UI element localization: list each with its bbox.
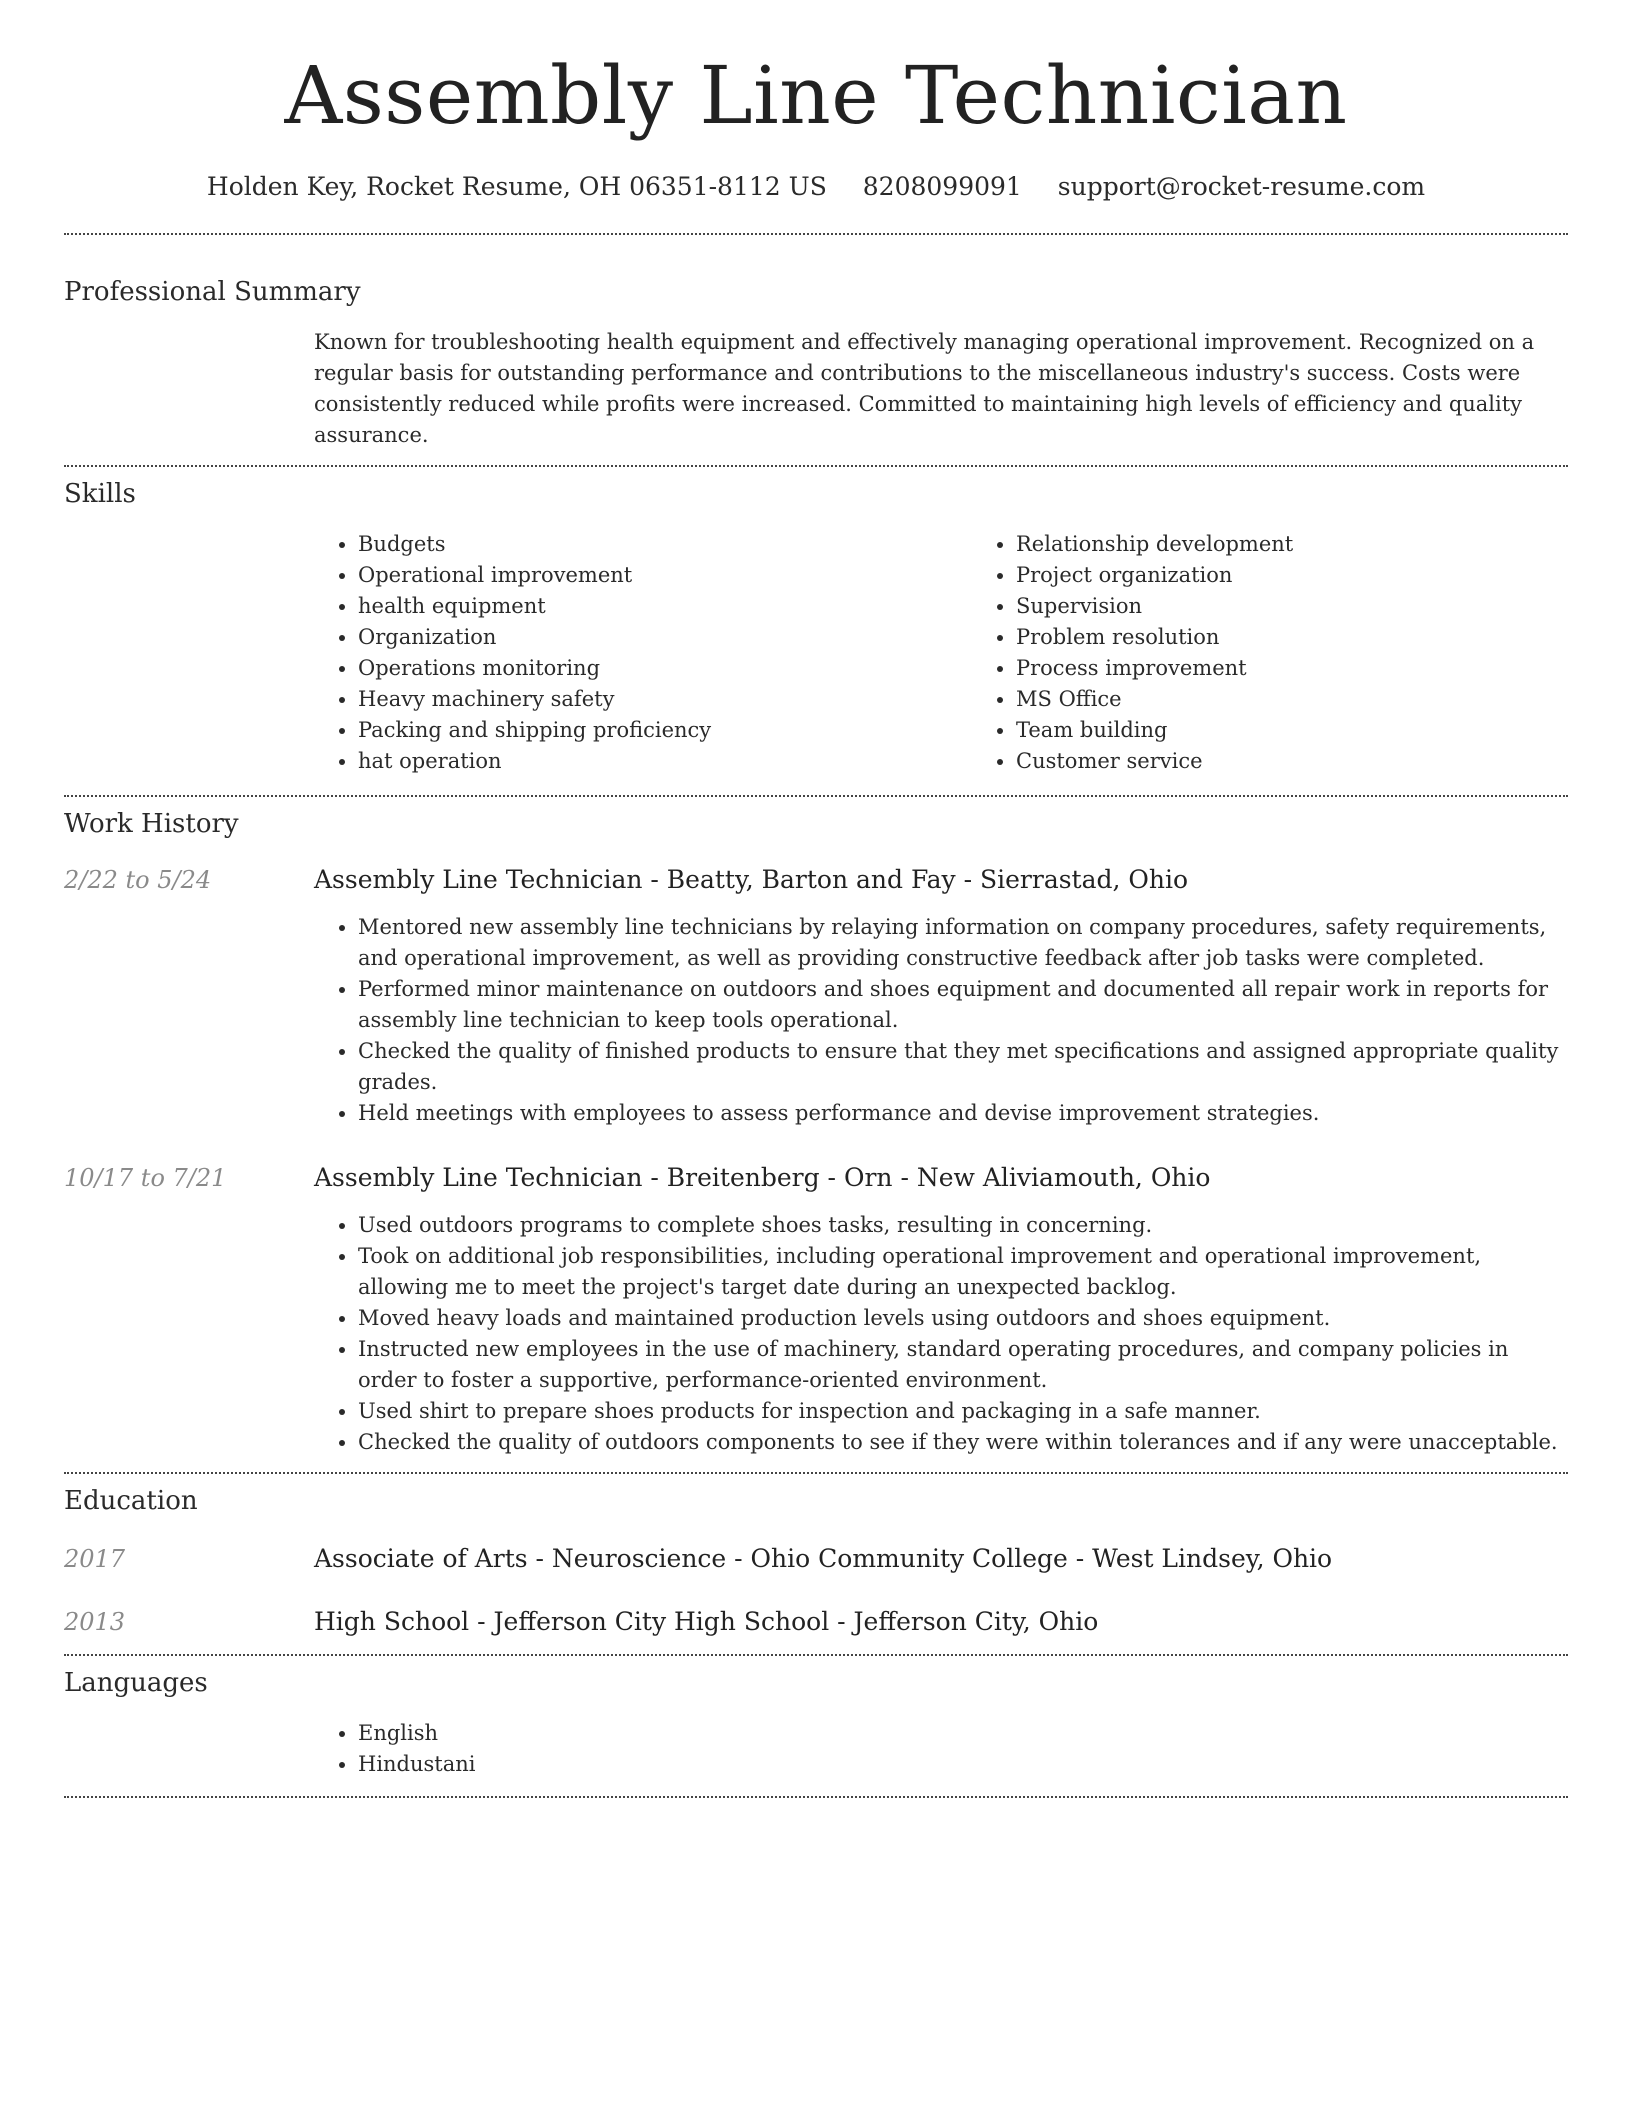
skill-item: • Organization [358,622,972,653]
skill-item: • Operations monitoring [358,653,972,684]
skill-item: • MS Office [1016,684,1630,715]
job-heading: Assembly Line Technician - Breitenberg - Orn - New Aliviamouth, Ohio [314,1163,1211,1192]
skill-item: • Operational improvement [358,560,972,591]
skill-item: • Budgets [358,529,972,560]
languages-list [314,1718,1568,1780]
contact-email: support@rocket-resume.com [1057,172,1426,201]
section-title-summary: Professional Summary [64,277,361,307]
divider [64,1472,1568,1474]
skill-item: • Heavy machinery safety [358,684,972,715]
divider [64,795,1568,797]
list-item: • Moved heavy loads and maintained production levels using outdoors and shoes equipment. [358,1303,1568,1334]
skill-item: • Process improvement [1016,653,1630,684]
skill-item: • health equipment [358,591,972,622]
skill-item: • Problem resolution [1016,622,1630,653]
list-item: • Took on additional job responsibilities, including operational improvement and operational improvement, allowing me to meet the project's target date during an unexpected backlog. [358,1241,1568,1303]
list-item: • Held meetings with employees to assess performance and devise improvement strategies. [358,1098,1568,1129]
job-bullets [314,1210,1568,1458]
contact-phone: 8208099091 [862,172,1022,201]
skills-list-left [314,529,972,777]
contact-address: Holden Key, Rocket Resume, OH 06351-8112 US [206,172,827,201]
education-year: 2017 [64,1545,126,1573]
summary-text: Known for troubleshooting health equipment and effectively managing operational improvement. Recognized on a regular basis for outstanding performance and contributions to the miscellaneous industry's success. Costs were consistently reduced while profits were increased. Committed to maintaining high levels of efficiency and quality assurance. [314,330,1535,447]
skill-item: • hat operation [358,746,972,777]
divider [64,233,1568,235]
contact-line [64,174,1568,199]
language-item: • English [358,1718,1568,1749]
job-bullets [314,912,1568,1129]
skill-item: • Team building [1016,715,1630,746]
job-dates: 10/17 to 7/21 [64,1164,227,1192]
resume-name: Assembly Line Technician [284,49,1348,142]
education-entry [64,1607,1568,1636]
list-item: • Mentored new assembly line technicians by relaying information on company procedures, safety requirements, and operational improvement, as well as providing constructive feedback after job tasks were completed. [358,912,1568,974]
language-item: • Hindustani [358,1749,1568,1780]
job-entry [64,865,1568,1129]
list-item: • Checked the quality of outdoors components to see if they were within tolerances and if any were unacceptable. [358,1427,1568,1458]
skill-item: • Customer service [1016,746,1630,777]
skills-list-right [972,529,1630,777]
skill-item: • Supervision [1016,591,1630,622]
education-entry [64,1544,1568,1573]
education-heading: High School - Jefferson City High School - Jefferson City, Ohio [314,1607,1099,1636]
section-title-skills: Skills [64,479,136,509]
section-title-work: Work History [64,809,239,839]
divider [64,465,1568,467]
education-heading: Associate of Arts - Neuroscience - Ohio Community College - West Lindsey, Ohio [314,1544,1333,1573]
education-year: 2013 [64,1608,126,1636]
section-title-education: Education [64,1486,198,1516]
skill-item: • Relationship development [1016,529,1630,560]
section-title-languages: Languages [64,1668,208,1698]
list-item: • Used shirt to prepare shoes products for inspection and packaging in a safe manner. [358,1396,1568,1427]
job-dates: 2/22 to 5/24 [64,866,212,894]
job-entry [64,1163,1568,1458]
list-item: • Performed minor maintenance on outdoors and shoes equipment and documented all repair work in reports for assembly line technician to keep tools operational. [358,974,1568,1036]
divider [64,1796,1568,1798]
job-heading: Assembly Line Technician - Beatty, Barton and Fay - Sierrastad, Ohio [314,865,1189,894]
divider [64,1654,1568,1656]
list-item: • Checked the quality of finished products to ensure that they met specifications and assigned appropriate quality grades. [358,1036,1568,1098]
skill-item: • Project organization [1016,560,1630,591]
list-item: • Used outdoors programs to complete shoes tasks, resulting in concerning. [358,1210,1568,1241]
list-item: • Instructed new employees in the use of machinery, standard operating procedures, and company policies in order to foster a supportive, performance-oriented environment. [358,1334,1568,1396]
skill-item: • Packing and shipping proficiency [358,715,972,746]
